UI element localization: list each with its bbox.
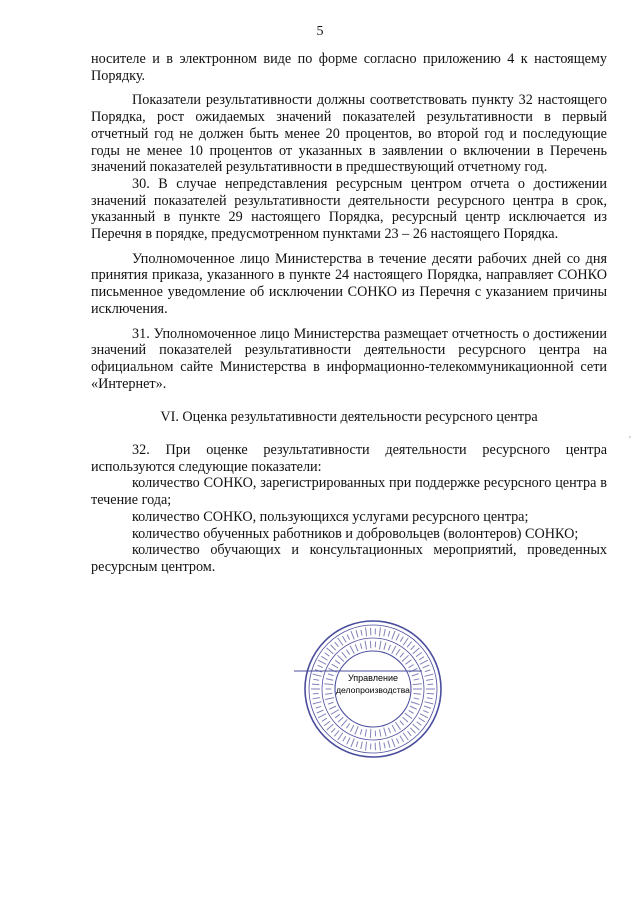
stamp-ring-text-mark [335, 660, 340, 664]
stamp-ring-text-mark [412, 674, 419, 676]
stamp-ring-text-mark [360, 643, 362, 649]
stamp-ring-text-mark [388, 631, 390, 637]
stamp-ring-text-mark [366, 742, 367, 751]
stamp-ring-text-mark [419, 657, 424, 660]
stamp-ring-text-mark [347, 634, 349, 639]
stamp-ring-text-mark [379, 627, 380, 636]
stamp-ring-text-mark [423, 710, 428, 712]
stamp-ring-text-mark [325, 698, 334, 700]
stamp-ring-text-mark [318, 714, 326, 718]
stamp-ring-text-mark [402, 655, 409, 661]
stamp-ring-text-mark [405, 660, 411, 664]
stamp-ring-text-mark [409, 710, 414, 713]
stamp-ring-text-mark [334, 731, 339, 737]
stamp-ring-text-mark [332, 664, 338, 668]
stamp-ring-text-mark [351, 739, 354, 747]
stamp-ring-text-mark [338, 638, 343, 645]
stamp-ring-text-mark [356, 741, 358, 747]
stamp-ring-text-mark [420, 660, 428, 664]
paragraph: Уполномоченное лицо Министерства в течение десяти рабочих дней со дня принятия приказа, указанного в пункте 24 настоящего Порядка, направляет СОНКО письменное уведомление об исключении СОНКО из Перечня с указанием причины исключения. [91, 250, 607, 317]
stamp-ring-text-mark [379, 641, 380, 650]
stamp-ring-text-mark [392, 631, 395, 639]
stamp-ring-text-mark [355, 644, 358, 651]
list-item: количество СОНКО, пользующихся услугами ресурсного центра; [132, 508, 529, 525]
stamp-text-line2: делопроизводства [336, 685, 410, 695]
stamp-ring-text-mark [413, 724, 420, 730]
list-item: количество обученных работников и добровольцев (волонтеров) СОНКО; [132, 525, 579, 542]
stamp-ring-text-mark [341, 719, 347, 726]
stamp-ring-text-mark [413, 648, 420, 654]
stamp-ring-text-mark [425, 670, 431, 672]
stamp-ring-text-mark [360, 729, 362, 735]
stamp-ring-text-mark [388, 741, 390, 748]
stamp-ring-text-mark [424, 706, 431, 708]
stamp-ring-text-mark [403, 733, 408, 740]
stamp-ring-text-mark [411, 645, 415, 649]
stamp-ring-text-mark [327, 648, 334, 654]
stamp-ring-text-mark [427, 693, 434, 694]
stamp-ring-text-mark [403, 638, 408, 645]
stamp-ring-text-mark [396, 738, 398, 743]
stamp-ring-text-mark [400, 637, 403, 642]
stamp-ring-text-mark [343, 736, 346, 741]
stamp-ring-text-mark [392, 725, 395, 732]
stamp-ring-text-mark [329, 668, 337, 672]
stamp-ring-text-mark [400, 721, 404, 725]
stamp-ring-text-mark [325, 693, 332, 694]
list-item: количество обучающих и консультационных мероприятий, проведенных ресурсным центром. [91, 542, 607, 575]
stamp-ring-text-mark [384, 728, 386, 737]
stamp-ring-text-mark [410, 728, 415, 733]
stamp-ring-text-mark [338, 733, 343, 740]
stamp-ring-text-mark [365, 641, 366, 650]
stamp-ring-text-mark [424, 674, 433, 676]
stamp-ring-text-mark [335, 642, 339, 646]
stamp-ring-text-mark [392, 739, 395, 747]
document-body [91, 51, 607, 576]
paragraph: 31. Уполномоченное лицо Министерства размещает отчетность о достижении значений показателей результативности деятельности ресурсного центра на официальном сайте Министерства в информационно-телекоммуникационной сети «Интернет». [91, 325, 607, 392]
stamp-ring-text-mark [313, 702, 322, 704]
stamp-ring-text-mark [366, 627, 367, 636]
stamp-ring-text-mark [318, 660, 326, 664]
stamp-ring-text-mark [400, 653, 404, 657]
stamp-ring-text-mark [356, 630, 358, 637]
stamp-ring-text-mark [426, 679, 433, 680]
stamp-ring-text-mark [427, 698, 433, 699]
stamp-ring-text-mark [331, 710, 339, 715]
stamp-ring-text-mark [322, 718, 327, 721]
stamp-ring-text-mark [324, 684, 333, 685]
stamp-ring-text-mark [416, 652, 422, 656]
stamp-ring-text-mark [396, 649, 400, 655]
stamp-ring-text-mark [384, 629, 385, 636]
stamp-ring-text-mark [335, 714, 340, 718]
stamp-ring-text-mark [418, 718, 424, 722]
stamp-ring-text-mark [337, 655, 344, 661]
stamp-ring-text-mark [408, 731, 412, 735]
stamp-ring-text-mark [388, 645, 390, 650]
stamp-ring-text-mark [321, 656, 327, 660]
stamp-ring-text-mark [384, 643, 386, 650]
stamp-ring-text-mark [395, 722, 400, 729]
stamp-ring-text-mark [338, 717, 343, 722]
stamp-ring-text-mark [346, 650, 349, 655]
stamp-ring-text-mark [365, 729, 366, 736]
stamp-ring-text-mark [409, 665, 414, 668]
paragraph: Показатели результативности должны соответствовать пункту 32 настоящего Порядка, рост ожидаемых значений показателей результативности в первый отчетный год не должен быть менее 20 процентов, во второй год и последующие годы не менее 10 процентов от указанных в заявлении о включении в Перечень значений показателей результативности в предшествующий отчетному год. [91, 92, 607, 176]
stamp-ring-text-mark [388, 728, 390, 733]
stamp-ring-text-mark [327, 724, 334, 730]
page-number: 5 [316, 24, 324, 39]
stamp-ring-text-mark [325, 653, 330, 656]
stamp-ring-text-mark [417, 722, 422, 725]
stamp-ring-text-mark [384, 742, 385, 748]
stamp-ring-text-mark [347, 738, 350, 745]
list-item: количество СОНКО, зарегистрированных при поддержке ресурсного центра в течение года; [91, 475, 607, 509]
stamp-ring-text-mark [350, 725, 353, 732]
stamp-ring-text-mark [396, 634, 399, 641]
stamp-ring-text-mark [313, 679, 319, 680]
stamp-ring-text-mark [424, 702, 433, 704]
stamp-ring-text-mark [355, 726, 358, 734]
stamp-ring-text-mark [324, 721, 330, 725]
stamp-ring-text-mark [331, 645, 336, 650]
stamp-ring-text-mark [361, 630, 362, 636]
stamp-ring-text-mark [380, 729, 381, 736]
stamp-ring-text-mark [328, 702, 333, 704]
stamp-ring-text-mark [350, 646, 354, 654]
stamp-ring-text-mark [414, 693, 421, 694]
edge-mark: ' [629, 435, 631, 446]
stamp-ring-text-mark [328, 674, 333, 676]
stamp-ring-text-mark [361, 742, 362, 749]
paragraph: 30. В случае непредставления ресурсным центром отчета о достижении значений показателей результативности деятельности ресурсного центра в срок, указанный в пункте 29 настоящего Порядка, ресурсный центр исключается из Перечня в порядке, предусмотренном пунктами 23 – 26 настоящего Порядка. [91, 175, 607, 243]
official-stamp [294, 617, 444, 767]
stamp-ring-text-mark [420, 714, 428, 718]
stamp-ring-text-mark [313, 674, 322, 676]
stamp-ring-text-mark [342, 636, 346, 642]
stamp-ring-text-mark [410, 706, 417, 709]
stamp-ring-text-mark [342, 652, 347, 658]
stamp-ring-text-mark [313, 698, 320, 699]
stamp-ring-text-mark [413, 684, 422, 685]
stamp-ring-text-mark [411, 702, 420, 705]
stamp-ring-text-mark [316, 706, 322, 708]
stamp-ring-text-mark [379, 742, 380, 751]
stamp-ring-text-mark [317, 710, 324, 713]
stamp-ring-text-mark [329, 706, 336, 709]
stamp-ring-text-mark [392, 646, 396, 654]
stamp-ring-text-mark [403, 717, 408, 722]
stamp-ring-text-mark [414, 698, 420, 699]
stamp-ring-text-mark [317, 665, 322, 667]
stamp-ring-text-mark [405, 713, 412, 718]
stamp-ring-text-mark [422, 665, 429, 668]
stamp-ring-text-mark [331, 728, 335, 732]
stamp-ring-text-mark [326, 679, 333, 681]
stamp-ring-text-mark [409, 668, 417, 672]
section-heading: VI. Оценка результативности деятельности ресурсного центра [160, 409, 538, 426]
stamp-ring-text-mark [312, 684, 319, 685]
stamp-ring-text-mark [346, 723, 349, 728]
stamp-text-line1: Управление [347, 673, 399, 683]
paragraph: носителе и в электронном виде по форме согласно приложению 4 к настоящему Порядку. [91, 51, 607, 84]
stamp-ring-text-mark [351, 631, 354, 639]
stamp-ring-text-mark [407, 642, 412, 648]
paragraph: 32. При оценке результативности деятельности ресурсного центра используются следующие показатели: [91, 442, 607, 475]
stamp-ring-text-mark [400, 736, 404, 742]
stamp-ring-text-mark [414, 679, 420, 680]
